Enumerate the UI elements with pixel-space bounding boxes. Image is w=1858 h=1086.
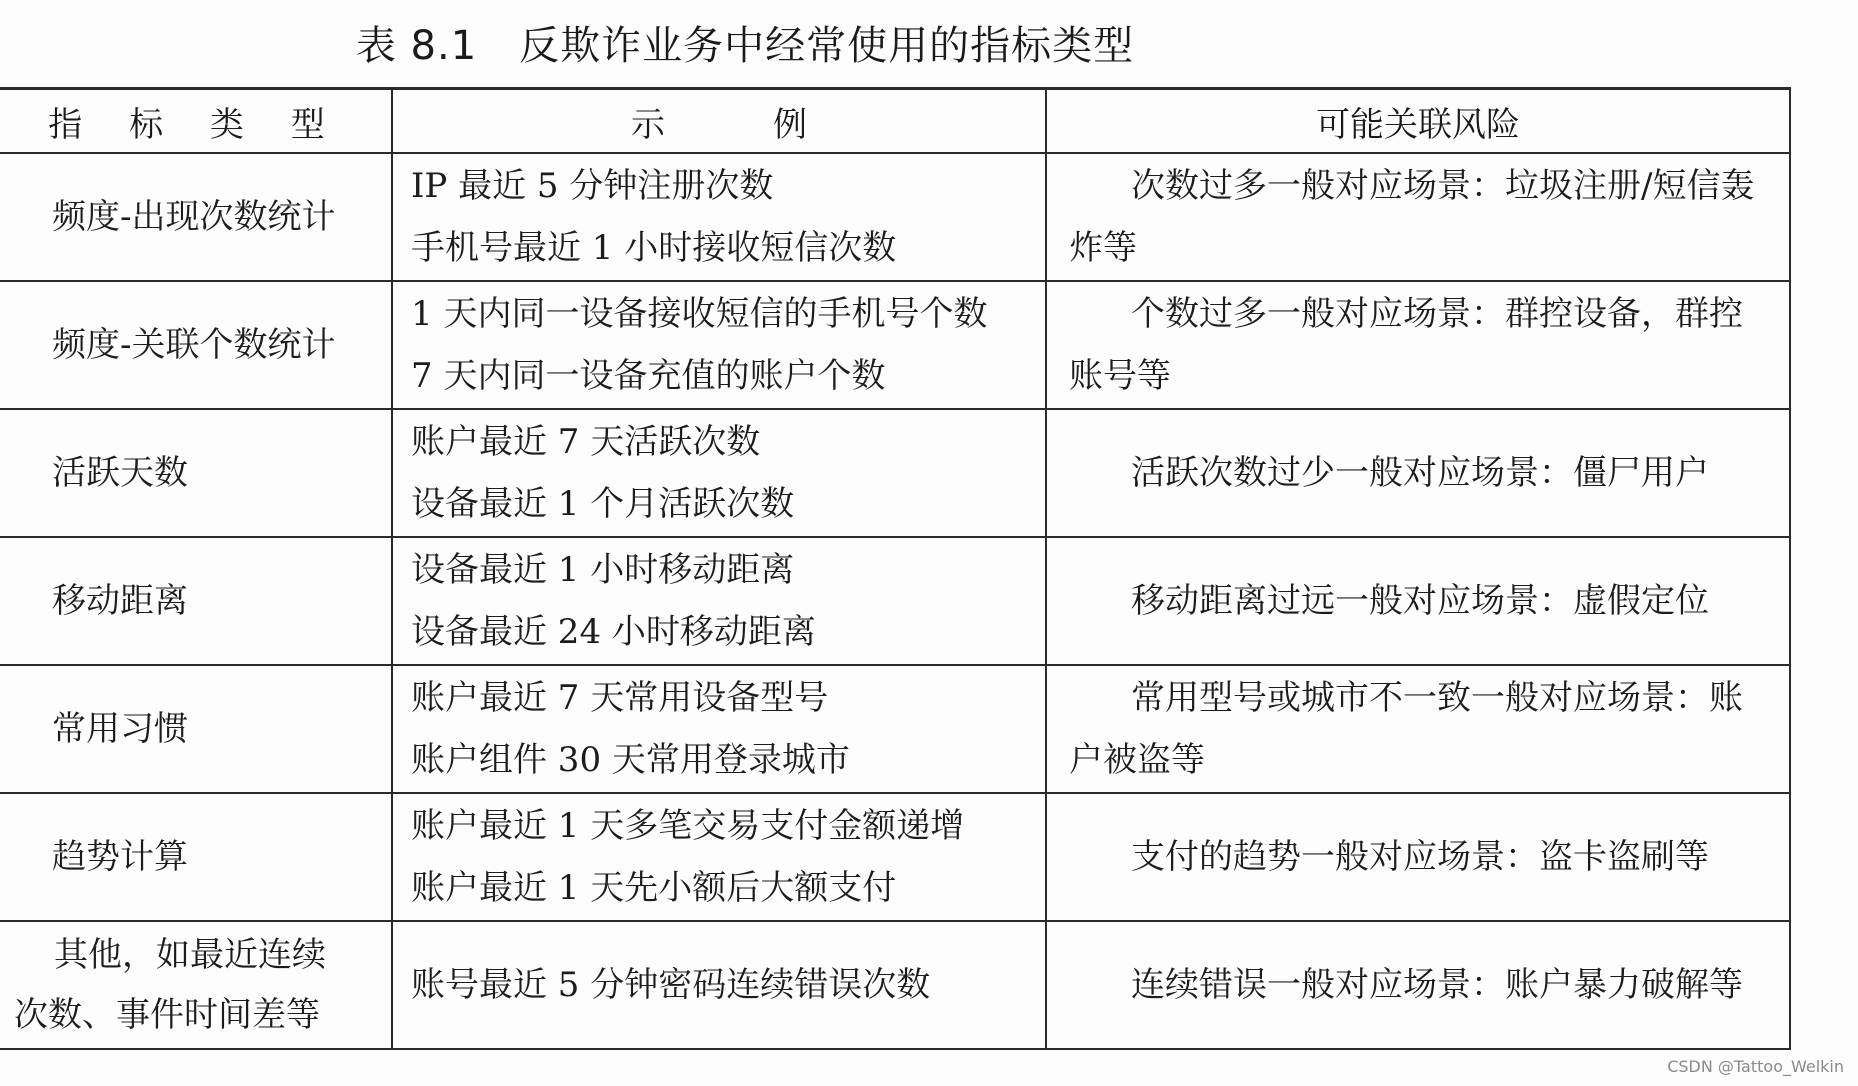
risk-text: 次数过多一般对应场景：垃圾注册/短信轰炸等 bbox=[1069, 166, 1755, 268]
table-row bbox=[0, 281, 1790, 409]
risk-cell bbox=[1046, 793, 1790, 921]
example-cell bbox=[392, 281, 1046, 409]
example-line: 账户最近 7 天常用设备型号 bbox=[411, 678, 829, 718]
indicator-type-cell: 频度-出现次数统计 bbox=[0, 153, 392, 281]
example-line: 账户最近 7 天活跃次数 bbox=[411, 422, 761, 462]
example-line: 账户最近 1 天多笔交易支付金额递增 bbox=[411, 806, 965, 846]
table-row bbox=[0, 921, 1790, 1049]
indicator-table bbox=[0, 87, 1791, 1050]
indicator-type-cell bbox=[0, 921, 392, 1049]
risk-text: 常用型号或城市不一致一般对应场景：账户被盗等 bbox=[1069, 678, 1743, 780]
table-number: 表 8.1 bbox=[355, 23, 478, 69]
risk-cell bbox=[1046, 665, 1790, 793]
header-indicator-type: 指 标 类 型 bbox=[0, 89, 392, 154]
table-header-row bbox=[0, 89, 1790, 154]
example-line: 手机号最近 1 小时接收短信次数 bbox=[411, 228, 897, 268]
table-caption bbox=[0, 14, 1490, 71]
example-cell bbox=[392, 921, 1046, 1049]
indicator-type-cell: 频度-关联个数统计 bbox=[0, 281, 392, 409]
table-row bbox=[0, 793, 1790, 921]
header-example-char-1: 示 bbox=[631, 104, 665, 145]
example-line: 账户组件 30 天常用登录城市 bbox=[411, 740, 850, 780]
risk-cell bbox=[1046, 921, 1790, 1049]
indicator-type-cell: 常用习惯 bbox=[0, 665, 392, 793]
risk-text: 个数过多一般对应场景：群控设备，群控账号等 bbox=[1069, 294, 1743, 396]
table-row bbox=[0, 665, 1790, 793]
table-row bbox=[0, 537, 1790, 665]
example-cell bbox=[392, 153, 1046, 281]
example-line: 账号最近 5 分钟密码连续错误次数 bbox=[411, 965, 931, 1005]
example-cell bbox=[392, 665, 1046, 793]
header-related-risk: 可能关联风险 bbox=[1046, 89, 1790, 154]
example-line: IP 最近 5 分钟注册次数 bbox=[411, 166, 774, 206]
example-line: 7 天内同一设备充值的账户个数 bbox=[411, 356, 886, 396]
risk-text: 活跃次数过少一般对应场景：僵尸用户 bbox=[1131, 453, 1709, 493]
indicator-type-line: 次数、事件时间差等 bbox=[14, 995, 320, 1035]
example-line: 账户最近 1 天先小额后大额支付 bbox=[411, 868, 897, 908]
risk-cell bbox=[1046, 409, 1790, 537]
example-line: 设备最近 1 个月活跃次数 bbox=[411, 484, 795, 524]
table-title: 反欺诈业务中经常使用的指标类型 bbox=[519, 23, 1135, 69]
risk-text: 移动距离过远一般对应场景：虚假定位 bbox=[1131, 581, 1709, 621]
risk-cell bbox=[1046, 153, 1790, 281]
example-line: 设备最近 24 小时移动距离 bbox=[411, 612, 816, 652]
indicator-type-line: 其他，如最近连续 bbox=[54, 935, 326, 975]
example-cell bbox=[392, 409, 1046, 537]
watermark-text: CSDN @Tattoo_Welkin bbox=[1667, 1057, 1844, 1076]
indicator-type-cell: 活跃天数 bbox=[0, 409, 392, 537]
risk-cell bbox=[1046, 537, 1790, 665]
header-example-char-2: 例 bbox=[773, 104, 807, 145]
example-line: 设备最近 1 小时移动距离 bbox=[411, 550, 795, 590]
indicator-type-cell: 移动距离 bbox=[0, 537, 392, 665]
risk-text: 连续错误一般对应场景：账户暴力破解等 bbox=[1131, 965, 1743, 1005]
example-cell bbox=[392, 537, 1046, 665]
indicator-type-cell: 趋势计算 bbox=[0, 793, 392, 921]
example-cell bbox=[392, 793, 1046, 921]
risk-cell bbox=[1046, 281, 1790, 409]
table-row bbox=[0, 409, 1790, 537]
example-line: 1 天内同一设备接收短信的手机号个数 bbox=[411, 294, 988, 334]
risk-text: 支付的趋势一般对应场景：盗卡盗刷等 bbox=[1131, 837, 1709, 877]
table-row bbox=[0, 153, 1790, 281]
header-example bbox=[392, 89, 1046, 154]
